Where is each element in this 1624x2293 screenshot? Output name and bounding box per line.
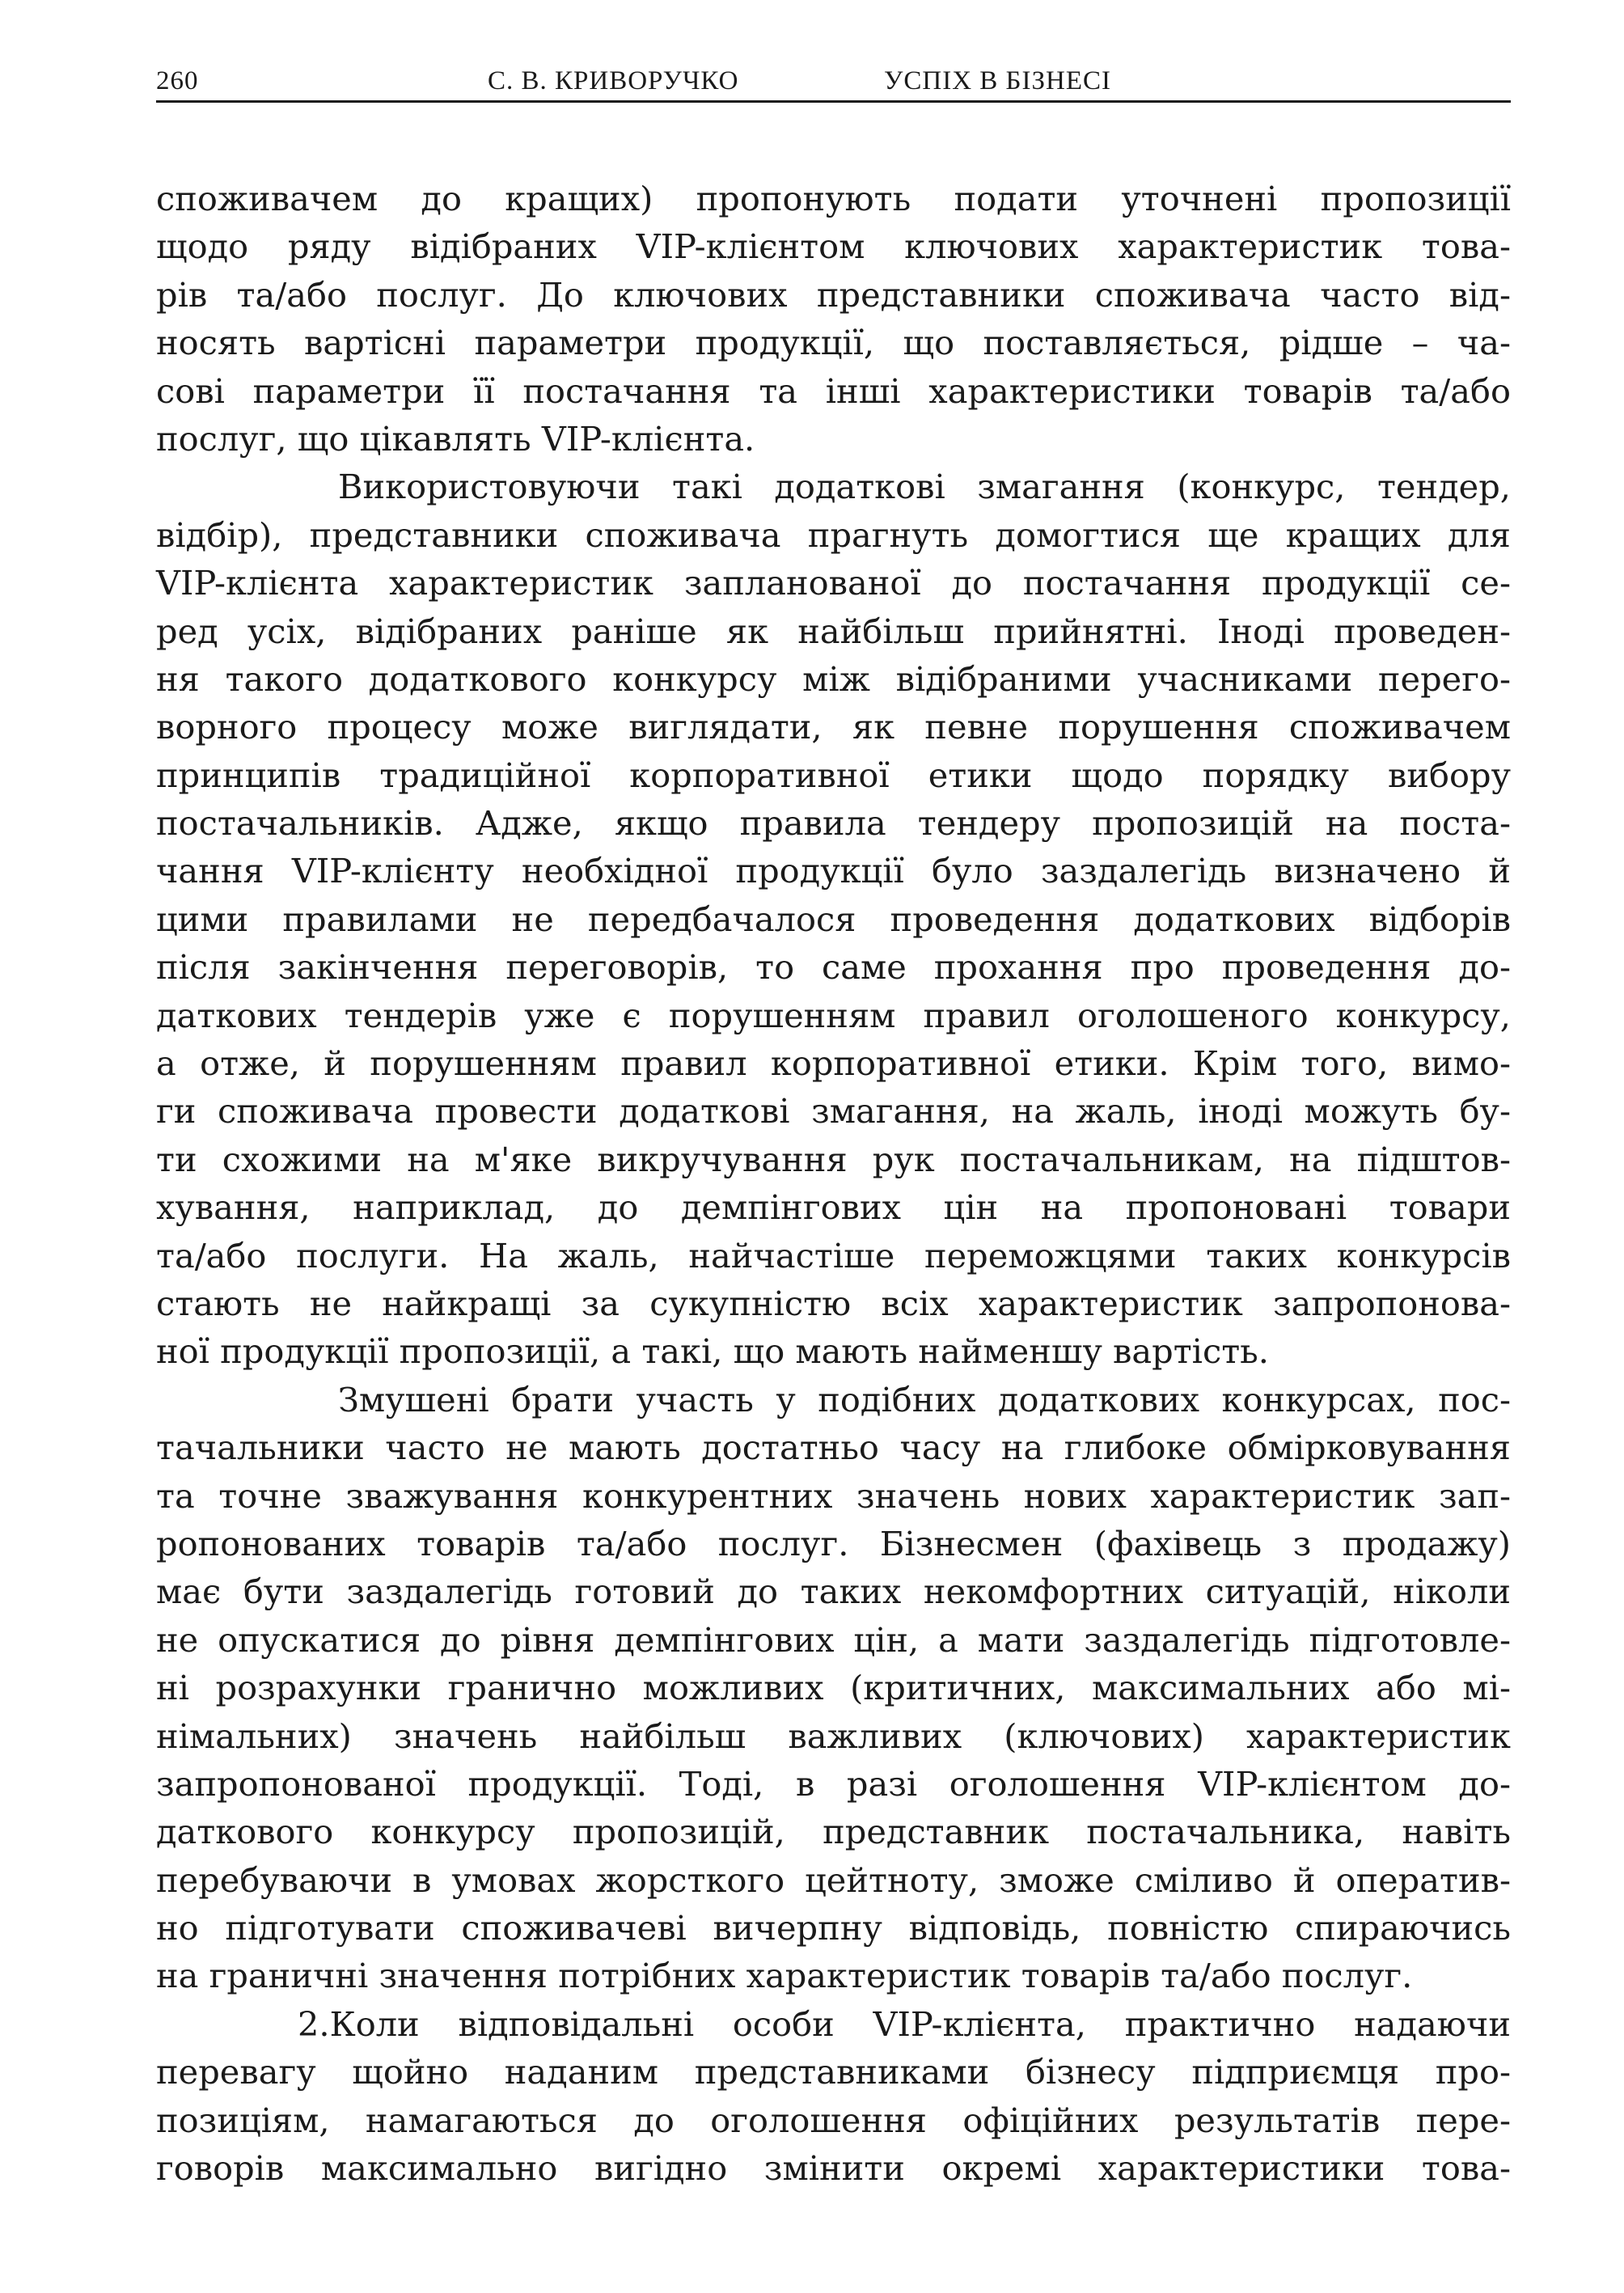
paragraph-first-line: Змушені брати участь у подібних додаткових конкурсах, пос- [338,1379,1511,1419]
text-line: ги споживача провести додаткові змагання, на жаль, іноді можуть бу- [156,1091,1511,1132]
author-name: С. В. КРИВОРУЧКО [488,66,739,95]
text-line: даткових тендерів уже є порушенням правил оголошеного конкурсу, [156,995,1511,1035]
text-line: на граничні значення потрібних характеристик товарів та/або послуг. [156,1956,1413,1996]
text-line: хування, наприклад, до демпінгових цін на пропоновані товари [156,1187,1511,1228]
text-line: говорів максимально вигідно змінити окремі характеристики това- [156,2148,1511,2189]
paragraph-first-line: Використовуючи такі додаткові змагання (конкурс, тендер, [338,467,1511,507]
text-line: чання VIP-клієнту необхідної продукції було заздалегідь визначено й [156,851,1511,891]
text-line: ропонованих товарів та/або послуг. Бізнесмен (фахівець з продажу) [156,1523,1511,1563]
paragraph-first-line: 2.Коли відповідальні особи VIP-клієнта, практично надаючи [298,2003,1511,2044]
body-text [156,175,1511,2192]
text-line: ні розрахунки гранично можливих (критичних, максимальних або мі- [156,1668,1511,1708]
text-line: німальних) значень найбільш важливих (ключових) характеристик [156,1716,1511,1756]
text-line: носять вартісні параметри продукції, що поставляється, рідше – ча- [156,323,1511,363]
text-line: цими правилами не передбачалося проведення додаткових відборів [156,899,1511,939]
page-number: 260 [156,66,199,95]
text-line: щодо ряду відібраних VIP-клієнтом ключових характеристик това- [156,226,1511,267]
text-line: та точне зважування конкурентних значень нових характеристик зап- [156,1475,1511,1516]
text-line: стають не найкращі за сукупністю всіх характеристик запропонова- [156,1283,1511,1323]
text-line: перевагу щойно наданим представниками бізнесу підприємця про- [156,2052,1511,2092]
text-line: ня такого додаткового конкурсу між відібраними учасниками перего- [156,658,1511,699]
text-line: після закінчення переговорів, то саме прохання про проведення до- [156,947,1511,988]
text-line: тачальники часто не мають достатньо часу на глибоке обмірковування [156,1428,1511,1468]
text-line: VIP-клієнта характеристик запланованої до постачання продукції се- [156,563,1511,603]
text-line: ної продукції пропозиції, а такі, що мають найменшу вартість. [156,1331,1269,1372]
text-line: відбір), представники споживача прагнуть домогтися ще кращих для [156,514,1511,555]
text-line: ворного процесу може виглядати, як певне порушення споживачем [156,707,1511,747]
text-line: принципів традиційної корпоративної етики щодо порядку вибору [156,755,1511,795]
text-line: а отже, й порушенням правил корпоративної етики. Крім того, вимо- [156,1043,1511,1084]
text-line: ти схожими на м'яке викручування рук постачальникам, на підштов- [156,1139,1511,1179]
text-line: позиціям, намагаються до оголошення офіційних результатів пере- [156,2100,1511,2140]
running-header [156,63,1511,103]
book-title: УСПІХ В БІЗНЕСІ [884,66,1111,95]
text-line: но підготувати споживачеві вичерпну відповідь, повністю спираючись [156,1908,1511,1948]
text-line: споживачем до кращих) пропонують подати уточнені пропозиції [156,179,1511,218]
text-line: перебуваючи в умовах жорсткого цейтноту, зможе сміливо й оператив- [156,1859,1511,1900]
text-line: даткового конкурсу пропозицій, представник постачальника, навіть [156,1812,1511,1852]
text-line: послуг, що цікавлять VIP-клієнта. [156,418,755,459]
text-line: не опускатися до рівня демпінгових цін, а мати заздалегідь підготовле- [156,1619,1511,1660]
text-line: ред усіх, відібраних раніше як найбільш прийнятні. Іноді проведен- [156,611,1511,651]
text-line: запропонованої продукції. Тоді, в разі оголошення VIP-клієнтом до- [156,1763,1511,1804]
text-line: має бути заздалегідь готовий до таких некомфортних ситуацій, ніколи [156,1572,1511,1612]
text-line: рів та/або послуг. До ключових представники споживача часто від- [156,274,1511,315]
text-line: постачальників. Адже, якщо правила тендеру пропозицій на поста- [156,803,1511,844]
text-line: та/або послуги. На жаль, найчастіше переможцями таких конкурсів [156,1235,1511,1276]
text-line: сові параметри її постачання та інші характеристики товарів та/або [156,370,1511,411]
